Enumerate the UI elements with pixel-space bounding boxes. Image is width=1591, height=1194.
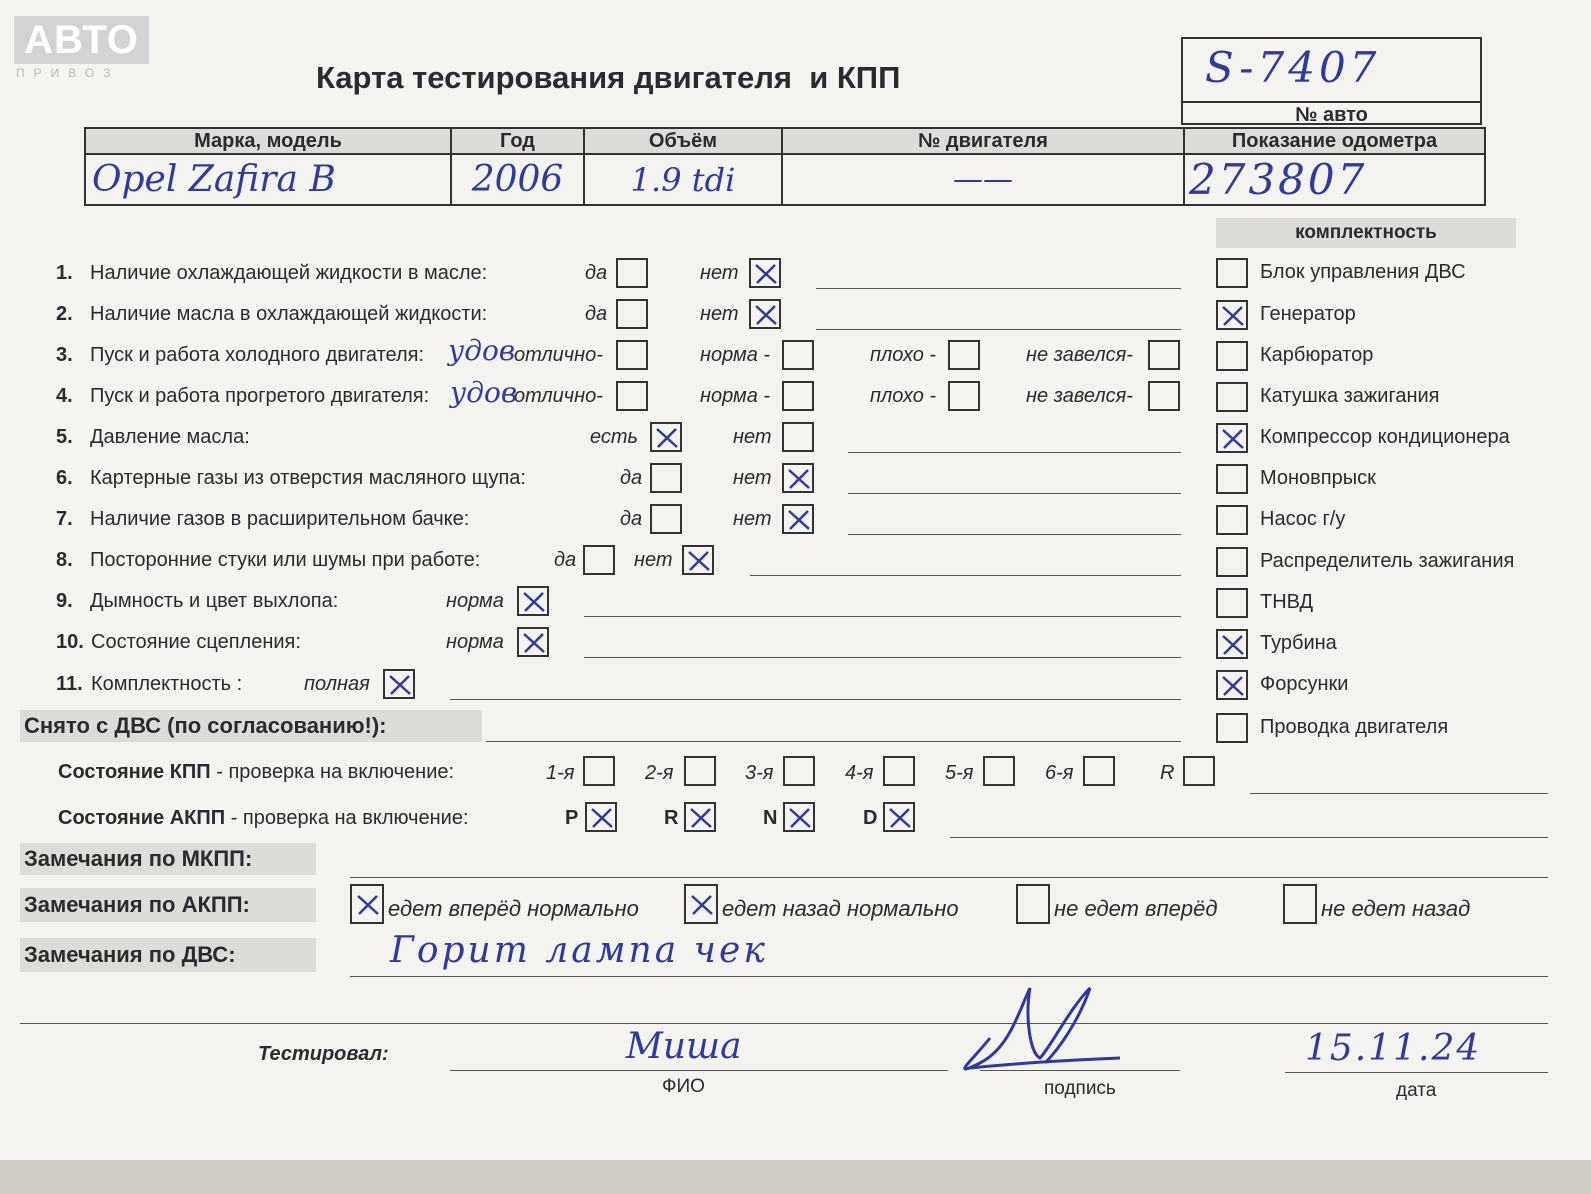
- removed-line: [486, 741, 1181, 742]
- kit-item-label: ТНВД: [1260, 591, 1314, 613]
- answer-checkbox[interactable]: [616, 258, 648, 288]
- answer-checkbox[interactable]: [1148, 381, 1180, 411]
- gear-checkbox[interactable]: [585, 802, 617, 832]
- question-text: Наличие газов в расширительном бачке:: [90, 508, 470, 530]
- signature-mark: [950, 968, 1130, 1078]
- answer-checkbox[interactable]: [782, 504, 814, 534]
- odometer-value[interactable]: 273807: [1184, 154, 1485, 205]
- kit-item-label: Проводка двигателя: [1260, 716, 1449, 738]
- option-label: нет: [733, 426, 772, 448]
- car-number-value: S-7407: [1205, 43, 1381, 92]
- answer-checkbox[interactable]: [650, 463, 682, 493]
- gear-checkbox[interactable]: [1083, 756, 1115, 786]
- answer-checkbox[interactable]: [1148, 340, 1180, 370]
- answer-line: [750, 575, 1181, 576]
- signature-line: [980, 1070, 1180, 1071]
- kit-checkbox[interactable]: [1216, 670, 1248, 700]
- answer-checkbox[interactable]: [782, 463, 814, 493]
- option-label: да: [620, 467, 643, 489]
- gear-label: 3-я: [745, 762, 774, 784]
- question-number: 3.: [56, 344, 73, 366]
- option-label: плохо -: [870, 344, 937, 366]
- option-label: полная: [304, 673, 370, 695]
- date-caption: дата: [1396, 1080, 1437, 1101]
- kit-checkbox[interactable]: [1216, 629, 1248, 659]
- col-odometer: Показание одометра: [1184, 128, 1485, 154]
- mkpp-check-label: [58, 761, 454, 784]
- akpp-label-bold: Состояние АКПП: [58, 807, 226, 829]
- kit-checkbox[interactable]: [1216, 300, 1248, 330]
- answer-line: [450, 699, 1181, 700]
- year-value[interactable]: 2006: [451, 154, 584, 205]
- answer-checkbox[interactable]: [616, 381, 648, 411]
- option-label: норма: [446, 631, 504, 653]
- gear-checkbox[interactable]: [583, 756, 615, 786]
- mkpp-line: [1250, 793, 1548, 794]
- remark-checkbox[interactable]: [684, 884, 718, 924]
- question-number: 4.: [56, 385, 73, 407]
- gear-checkbox[interactable]: [883, 802, 915, 832]
- gear-label: N: [763, 807, 778, 829]
- option-label: да: [620, 508, 643, 530]
- kit-checkbox[interactable]: [1216, 505, 1248, 535]
- kit-item-label: Катушка зажигания: [1260, 385, 1440, 407]
- answer-checkbox[interactable]: [517, 627, 549, 657]
- option-label: норма -: [700, 344, 771, 366]
- gear-label: 6-я: [1045, 762, 1074, 784]
- answer-line: [584, 616, 1181, 617]
- answer-checkbox[interactable]: [383, 669, 415, 699]
- option-label: нет: [733, 467, 772, 489]
- question-text: Состояние сцепления:: [91, 631, 301, 653]
- remark-checkbox[interactable]: [1283, 884, 1317, 924]
- question-number: 8.: [56, 549, 73, 571]
- kit-item-label: Форсунки: [1260, 673, 1349, 695]
- signature-caption: подпись: [1044, 1078, 1116, 1099]
- question-text: Наличие охлаждающей жидкости в масле:: [90, 262, 488, 284]
- date-line: [1285, 1072, 1548, 1073]
- col-year: Год: [451, 128, 584, 154]
- question-number: 2.: [56, 303, 73, 325]
- gear-checkbox[interactable]: [983, 756, 1015, 786]
- option-label: да: [585, 303, 608, 325]
- answer-checkbox[interactable]: [948, 340, 980, 370]
- kit-checkbox[interactable]: [1216, 258, 1248, 288]
- car-number-box: [1181, 37, 1482, 125]
- gear-checkbox[interactable]: [684, 756, 716, 786]
- vehicle-info-table: [84, 127, 1486, 206]
- name-caption: ФИО: [662, 1076, 705, 1097]
- akpp-label-rest: - проверка на включение:: [225, 807, 469, 829]
- option-label: да: [554, 549, 577, 571]
- question-text: Комплектность :: [91, 673, 243, 695]
- page-title: Карта тестирования двигателя и КПП: [316, 60, 901, 95]
- option-label: норма: [446, 590, 504, 612]
- gear-label: R: [664, 807, 679, 829]
- answer-checkbox[interactable]: [650, 504, 682, 534]
- remarks-mkpp-label: Замечания по МКПП:: [20, 843, 316, 875]
- answer-checkbox[interactable]: [682, 545, 714, 575]
- question-text: Картерные газы из отверстия масляного щупа:: [90, 467, 526, 489]
- engine-number-value[interactable]: ——: [782, 154, 1184, 205]
- kit-checkbox[interactable]: [1216, 713, 1248, 743]
- question-number: 1.: [56, 262, 73, 284]
- option-label: нет: [634, 549, 673, 571]
- answer-checkbox[interactable]: [948, 381, 980, 411]
- answer-checkbox[interactable]: [749, 258, 781, 288]
- gear-label: 5-я: [945, 762, 974, 784]
- kit-item-label: Генератор: [1260, 303, 1356, 325]
- kit-item-label: Распределитель зажигания: [1260, 550, 1515, 572]
- answer-checkbox[interactable]: [782, 422, 814, 452]
- gear-label: R: [1160, 762, 1175, 784]
- gear-label: 1-я: [546, 762, 575, 784]
- remark-checkbox[interactable]: [350, 884, 384, 924]
- kit-checkbox[interactable]: [1216, 547, 1248, 577]
- option-label: нет: [733, 508, 772, 530]
- question-text: Давление масла:: [90, 426, 250, 448]
- date-value[interactable]: 15.11.24: [1305, 1028, 1482, 1069]
- answer-checkbox[interactable]: [782, 381, 814, 411]
- gear-label: 2-я: [645, 762, 674, 784]
- kit-item-label: Блок управления ДВС: [1260, 261, 1466, 283]
- name-line: [450, 1070, 948, 1071]
- answer-line: [848, 493, 1181, 494]
- col-engine-number: № двигателя: [782, 128, 1184, 154]
- mkpp-label-bold: Состояние КПП: [58, 761, 211, 783]
- question-number: 11.: [56, 673, 83, 695]
- question-number: 5.: [56, 426, 73, 448]
- answer-line: [816, 329, 1181, 330]
- remark-option-label: едет назад нормально: [722, 896, 959, 921]
- kit-checkbox[interactable]: [1216, 423, 1248, 453]
- option-label: нет: [700, 262, 739, 284]
- remarks-dvs-line: [350, 976, 1548, 977]
- question-number: 7.: [56, 508, 73, 530]
- gear-label: 4-я: [845, 762, 874, 784]
- question-text: Пуск и работа холодного двигателя:: [90, 344, 425, 366]
- remark-checkbox[interactable]: [1016, 884, 1050, 924]
- remarks-dvs-value[interactable]: Горит лампа чек: [390, 930, 768, 971]
- option-label: не завелся-: [1026, 344, 1133, 366]
- kit-checkbox[interactable]: [1216, 464, 1248, 494]
- remark-option-label: не едет вперёд: [1054, 896, 1218, 921]
- answer-checkbox[interactable]: [616, 299, 648, 329]
- question-number: 9.: [56, 590, 73, 612]
- remarks-extra-line: [20, 1023, 1548, 1024]
- removed-label: Снято с ДВС (по согласованию!):: [20, 710, 482, 742]
- remark-option-label: не едет назад: [1321, 896, 1471, 921]
- remarks-mkpp-line: [350, 877, 1548, 878]
- kit-checkbox[interactable]: [1216, 382, 1248, 412]
- question-text: Пуск и работа прогретого двигателя:: [90, 385, 430, 407]
- col-make-model: Марка, модель: [85, 128, 451, 154]
- volume-value[interactable]: 1.9 tdi: [584, 154, 782, 205]
- question-text: Дымность и цвет выхлопа:: [90, 590, 339, 612]
- gear-checkbox[interactable]: [883, 756, 915, 786]
- option-label: норма -: [700, 385, 771, 407]
- kit-title: комплектность: [1216, 218, 1516, 248]
- tested-by-label: Тестировал:: [258, 1043, 389, 1065]
- gear-checkbox[interactable]: [783, 802, 815, 832]
- gear-checkbox[interactable]: [684, 802, 716, 832]
- kit-item-label: Турбина: [1260, 632, 1337, 654]
- kit-item-label: Насос г/у: [1260, 508, 1346, 530]
- avto-privoz-logo: АВТО: [14, 16, 149, 64]
- kit-item-label: Компрессор кондиционера: [1260, 426, 1510, 448]
- option-label: да: [585, 262, 608, 284]
- option-label: нет: [700, 303, 739, 325]
- answer-line: [816, 288, 1181, 289]
- make-model-value[interactable]: Opel Zafira B: [85, 154, 451, 205]
- handwritten-note-q3: удов: [448, 334, 516, 367]
- gear-checkbox[interactable]: [1183, 756, 1215, 786]
- option-label: плохо -: [870, 385, 937, 407]
- akpp-check-label: [58, 807, 469, 830]
- option-label: есть: [590, 426, 639, 448]
- remark-option-label: едет вперёд нормально: [388, 896, 639, 921]
- akpp-line: [950, 837, 1548, 838]
- gear-checkbox[interactable]: [783, 756, 815, 786]
- gear-label: D: [863, 807, 878, 829]
- answer-checkbox[interactable]: [517, 586, 549, 616]
- remarks-dvs-label: Замечания по ДВС:: [20, 938, 316, 972]
- mkpp-label-rest: - проверка на включение:: [210, 761, 455, 783]
- answer-checkbox[interactable]: [749, 299, 781, 329]
- answer-checkbox[interactable]: [650, 422, 682, 452]
- tester-name-value[interactable]: Миша: [626, 1026, 742, 1067]
- option-label: отлично-: [514, 344, 603, 366]
- kit-item-label: Моновпрыск: [1260, 467, 1376, 489]
- question-text: Посторонние стуки или шумы при работе:: [90, 549, 481, 571]
- answer-checkbox[interactable]: [583, 545, 615, 575]
- answer-line: [584, 657, 1181, 658]
- car-number-label: № авто: [1183, 101, 1480, 127]
- answer-checkbox[interactable]: [616, 340, 648, 370]
- col-volume: Объём: [584, 128, 782, 154]
- remarks-akpp-label: Замечания по АКПП:: [20, 888, 316, 922]
- question-number: 10.: [56, 631, 84, 653]
- answer-checkbox[interactable]: [782, 340, 814, 370]
- page-bottom-edge: [0, 1160, 1591, 1194]
- logo-subtitle: ПРИВОЗ: [16, 66, 120, 80]
- kit-checkbox[interactable]: [1216, 588, 1248, 618]
- gear-label: P: [565, 807, 579, 829]
- kit-item-label: Карбюратор: [1260, 344, 1374, 366]
- kit-checkbox[interactable]: [1216, 341, 1248, 371]
- option-label: не завелся-: [1026, 385, 1133, 407]
- answer-line: [848, 452, 1181, 453]
- handwritten-note-q4: удов: [450, 376, 518, 409]
- question-number: 6.: [56, 467, 73, 489]
- option-label: отлично-: [514, 385, 603, 407]
- question-text: Наличие масла в охлаждающей жидкости:: [90, 303, 488, 325]
- answer-line: [848, 534, 1181, 535]
